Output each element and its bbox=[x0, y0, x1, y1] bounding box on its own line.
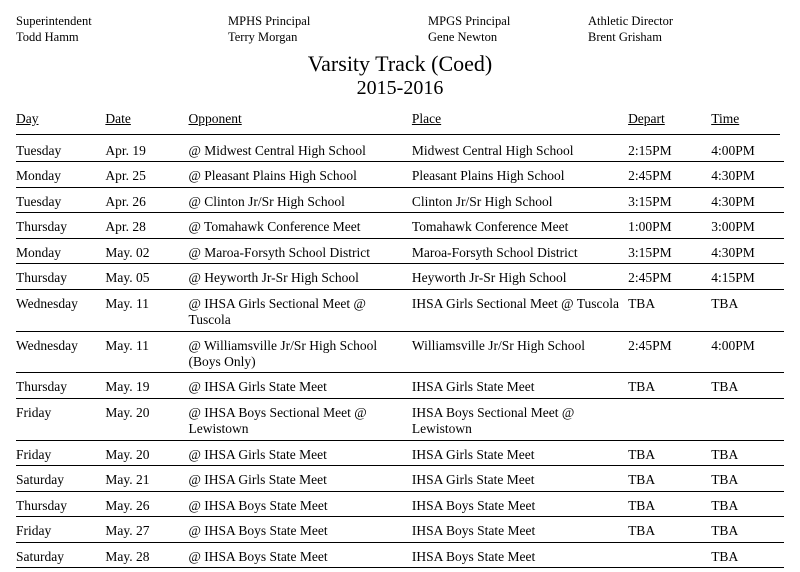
cell-depart: 3:15PM bbox=[628, 244, 672, 260]
cell-time: 4:00PM bbox=[711, 142, 755, 158]
official-name: Terry Morgan bbox=[228, 29, 298, 44]
official-athletic-director bbox=[588, 14, 768, 45]
cell-place: IHSA Boys State Meet bbox=[411, 548, 536, 564]
cell-place: IHSA Girls Sectional Meet @ Tuscola bbox=[411, 295, 619, 311]
cell-opponent: @ IHSA Boys Sectional Meet @ Lewistown bbox=[188, 404, 367, 437]
cell-opponent: @ Williamsville Jr/Sr High School (Boys Only) bbox=[188, 337, 378, 370]
cell-day: Monday bbox=[16, 168, 61, 184]
title-main: Varsity Track (Coed) bbox=[307, 51, 493, 77]
cell-opponent: @ IHSA Boys State Meet bbox=[188, 497, 328, 513]
cell-opponent: @ Clinton Jr/Sr High School bbox=[188, 193, 345, 209]
cell-place: IHSA Girls State Meet bbox=[411, 472, 535, 488]
table-row bbox=[16, 166, 784, 186]
cell-date: May. 20 bbox=[105, 446, 150, 462]
cell-place: Heyworth Jr-Sr High School bbox=[411, 270, 567, 286]
cell-date: May. 02 bbox=[105, 244, 150, 260]
table-body bbox=[16, 141, 784, 572]
column-header-opponent: Opponent bbox=[188, 110, 242, 126]
column-header-depart: Depart bbox=[628, 110, 665, 126]
table-row bbox=[16, 521, 784, 541]
cell-time: TBA bbox=[711, 548, 739, 564]
cell-time: TBA bbox=[711, 295, 739, 311]
cell-date: May. 11 bbox=[105, 337, 149, 353]
column-header-place: Place bbox=[411, 110, 442, 126]
official-name: Gene Newton bbox=[428, 29, 498, 44]
cell-opponent: @ IHSA Boys State Meet bbox=[188, 523, 328, 539]
cell-date: May. 21 bbox=[105, 472, 150, 488]
cell-day: Friday bbox=[16, 446, 52, 462]
cell-date: May. 19 bbox=[105, 379, 150, 395]
column-header-time: Time bbox=[711, 110, 740, 126]
cell-date: May. 26 bbox=[105, 497, 150, 513]
cell-time: 4:00PM bbox=[711, 337, 755, 353]
cell-depart: 2:45PM bbox=[628, 270, 672, 286]
cell-day: Thursday bbox=[16, 219, 67, 235]
cell-opponent: @ IHSA Boys State Meet bbox=[188, 548, 328, 564]
cell-depart: TBA bbox=[628, 472, 656, 488]
cell-opponent: @ IHSA Girls State Meet bbox=[188, 446, 327, 462]
cell-date: Apr. 26 bbox=[105, 193, 146, 209]
cell-opponent: @ Tomahawk Conference Meet bbox=[188, 219, 361, 235]
table-header bbox=[16, 111, 784, 141]
table-row bbox=[16, 268, 784, 288]
cell-depart: TBA bbox=[628, 446, 656, 462]
cell-day: Thursday bbox=[16, 379, 67, 395]
cell-day: Friday bbox=[16, 404, 52, 420]
official-role: MPGS Principal bbox=[428, 14, 511, 28]
cell-depart: 1:00PM bbox=[628, 219, 672, 235]
table-row bbox=[16, 496, 784, 516]
table-row bbox=[16, 336, 784, 373]
cell-place: Pleasant Plains High School bbox=[411, 168, 565, 184]
cell-time: TBA bbox=[711, 379, 739, 395]
cell-place: Clinton Jr/Sr High School bbox=[411, 193, 553, 209]
cell-time: TBA bbox=[711, 497, 739, 513]
cell-depart: TBA bbox=[628, 523, 656, 539]
cell-opponent: @ IHSA Girls State Meet bbox=[188, 472, 327, 488]
official-mpgs-principal bbox=[428, 14, 588, 45]
official-name: Brent Grisham bbox=[588, 29, 662, 44]
cell-day: Thursday bbox=[16, 270, 67, 286]
cell-opponent: @ Pleasant Plains High School bbox=[188, 168, 357, 184]
cell-depart bbox=[628, 547, 711, 567]
column-header-day: Day bbox=[16, 110, 39, 126]
table-row bbox=[16, 403, 784, 440]
cell-time: TBA bbox=[711, 446, 739, 462]
cell-time: TBA bbox=[711, 472, 739, 488]
column-header-date: Date bbox=[105, 110, 131, 126]
cell-date: Apr. 19 bbox=[105, 142, 146, 158]
row-divider bbox=[16, 567, 784, 572]
official-role: MPHS Principal bbox=[228, 14, 311, 28]
official-superintendent bbox=[16, 14, 228, 45]
table-row bbox=[16, 217, 784, 237]
table-row bbox=[16, 377, 784, 397]
cell-date: Apr. 25 bbox=[105, 168, 146, 184]
table-row bbox=[16, 141, 784, 161]
cell-day: Wednesday bbox=[16, 295, 78, 311]
table-row bbox=[16, 547, 784, 567]
cell-place: IHSA Boys State Meet bbox=[411, 523, 536, 539]
cell-day: Tuesday bbox=[16, 142, 62, 158]
cell-place: Tomahawk Conference Meet bbox=[411, 219, 569, 235]
official-name: Todd Hamm bbox=[16, 29, 79, 44]
cell-time: 4:15PM bbox=[711, 270, 755, 286]
cell-day: Saturday bbox=[16, 548, 64, 564]
official-role: Athletic Director bbox=[588, 14, 674, 28]
cell-time: 4:30PM bbox=[711, 244, 755, 260]
cell-depart: TBA bbox=[628, 379, 656, 395]
cell-opponent: @ Midwest Central High School bbox=[188, 142, 366, 158]
schedule-table bbox=[16, 111, 784, 572]
cell-place: Williamsville Jr/Sr High School bbox=[411, 337, 585, 353]
cell-date: Apr. 28 bbox=[105, 219, 146, 235]
cell-day: Wednesday bbox=[16, 337, 78, 353]
cell-time: 3:00PM bbox=[711, 219, 755, 235]
cell-day: Tuesday bbox=[16, 193, 62, 209]
cell-date: May. 20 bbox=[105, 404, 150, 420]
table-row bbox=[16, 470, 784, 490]
cell-depart: TBA bbox=[628, 497, 656, 513]
cell-time bbox=[711, 403, 784, 440]
cell-day: Saturday bbox=[16, 472, 64, 488]
table-row bbox=[16, 192, 784, 212]
cell-depart: 2:45PM bbox=[628, 337, 672, 353]
table-row bbox=[16, 445, 784, 465]
officials-header bbox=[16, 14, 784, 45]
cell-date: May. 05 bbox=[105, 270, 150, 286]
cell-opponent: @ Heyworth Jr-Sr High School bbox=[188, 270, 359, 286]
cell-date: May. 11 bbox=[105, 295, 149, 311]
cell-place: Maroa-Forsyth School District bbox=[411, 244, 578, 260]
cell-day: Monday bbox=[16, 244, 61, 260]
cell-depart bbox=[628, 403, 711, 440]
cell-opponent: @ IHSA Girls State Meet bbox=[188, 379, 327, 395]
table-row bbox=[16, 294, 784, 331]
cell-time: TBA bbox=[711, 523, 739, 539]
page-title bbox=[16, 51, 784, 101]
cell-place: IHSA Girls State Meet bbox=[411, 379, 535, 395]
cell-depart: 3:15PM bbox=[628, 193, 672, 209]
cell-day: Thursday bbox=[16, 497, 67, 513]
official-role: Superintendent bbox=[16, 14, 92, 28]
table-row bbox=[16, 243, 784, 263]
title-subtitle: 2015-2016 bbox=[356, 77, 444, 100]
cell-opponent: @ IHSA Girls Sectional Meet @ Tuscola bbox=[188, 295, 366, 328]
cell-place: IHSA Girls State Meet bbox=[411, 446, 535, 462]
official-mphs-principal bbox=[228, 14, 428, 45]
header-rule bbox=[16, 130, 784, 141]
cell-depart: 2:45PM bbox=[628, 168, 672, 184]
cell-day: Friday bbox=[16, 523, 52, 539]
row-rule bbox=[16, 567, 784, 572]
cell-place: IHSA Boys State Meet bbox=[411, 497, 536, 513]
cell-time: 4:30PM bbox=[711, 193, 755, 209]
cell-date: May. 28 bbox=[105, 548, 150, 564]
cell-date: May. 27 bbox=[105, 523, 150, 539]
cell-depart: TBA bbox=[628, 295, 656, 311]
cell-place: Midwest Central High School bbox=[411, 142, 574, 158]
cell-time: 4:30PM bbox=[711, 168, 755, 184]
cell-opponent: @ Maroa-Forsyth School District bbox=[188, 244, 371, 260]
cell-depart: 2:15PM bbox=[628, 142, 672, 158]
cell-place: IHSA Boys Sectional Meet @ Lewistown bbox=[411, 404, 575, 437]
